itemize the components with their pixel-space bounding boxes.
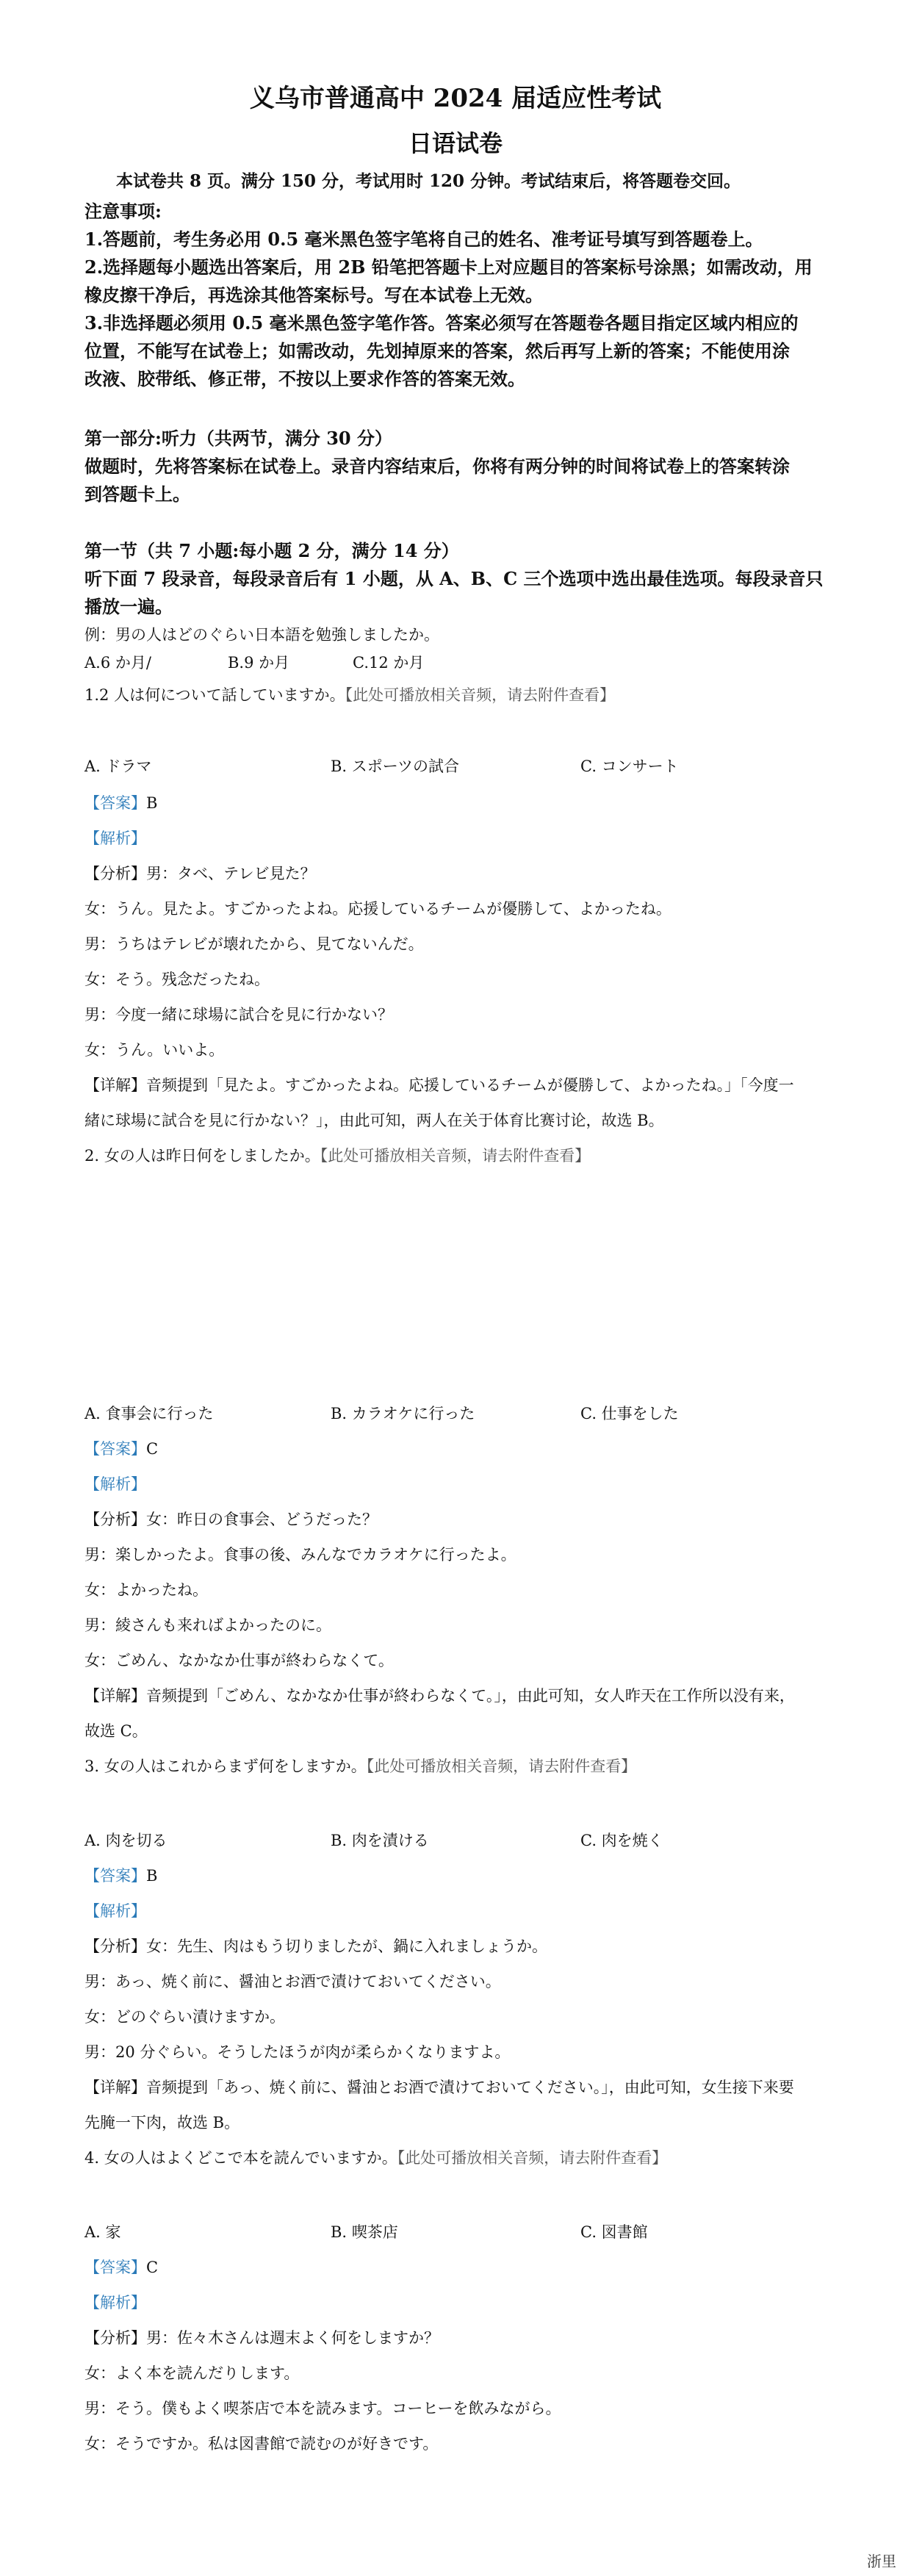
option-c: C. 肉を焼く (580, 1832, 663, 1849)
dialogue-line: 女：そう。残念だったね。 (84, 971, 270, 988)
dialogue-line: 男：そう。僕もよく喫茶店で本を読みます。コーヒーを飲みながら。 (84, 2400, 561, 2417)
note-line: 位置，不能写在试卷上；如需改动，先划掉原来的答案，然后再写上新的答案；不能使用涂 (84, 340, 790, 361)
answer-value: B (146, 1867, 158, 1885)
dialogue-line: 女：そうですか。私は図書館で読むのが好きです。 (84, 2435, 439, 2453)
analysis-tag: 【解析】 (84, 1902, 146, 1920)
dialogue-line: 【分析】女：昨日の食事会、どうだった？ (84, 1511, 378, 1528)
answer-value: C (146, 1440, 159, 1458)
analysis-tag: 【解析】 (84, 2294, 146, 2311)
audio-note[interactable]: 【此处可播放相关音频，请去附件查看】 (320, 1147, 591, 1165)
section1-desc: 听下面 7 段录音，每段录音后有 1 小题，从 A、B、C 三个选项中选出最佳选项。每段录音只 (84, 568, 824, 589)
answer-tag: 【答案】 (84, 1867, 146, 1885)
option-a: A. 食事会に行った (84, 1405, 214, 1422)
question-text: 4. 女の人はよくどこで本を読んでいますか。 (84, 2149, 397, 2167)
answer-line (84, 791, 157, 813)
question-stem (84, 1144, 590, 1166)
dialogue-line: 女：よく本を読んだりします。 (84, 2364, 300, 2382)
example-question: 例：男の人はどのぐらい日本語を勉強しましたか。 (84, 626, 439, 644)
option-c: C. 図書館 (580, 2223, 648, 2241)
detail-line: 故选 C。 (84, 1722, 148, 1740)
dialogue-line: 男：20 分ぐらい。そうしたほうが肉が柔らかくなりますよ。 (84, 2043, 511, 2061)
example-option: C.12 か月 (353, 654, 425, 672)
answer-tag: 【答案】 (84, 794, 146, 812)
dialogue-line: 女：うん。見たよ。すごかったよね。応援しているチームが優勝して、よかったね。 (84, 900, 671, 918)
example-option: A.6 か月/ (84, 654, 151, 672)
question-text: 2. 女の人は昨日何をしましたか。 (84, 1147, 320, 1165)
exam-subtitle: 日语试卷 (408, 129, 503, 157)
corner-watermark: 浙里 (867, 2552, 896, 2570)
answer-value: B (146, 794, 158, 812)
answer-tag: 【答案】 (84, 1440, 146, 1458)
detail-line: 緒に球場に試合を見に行かない？」，由此可知，两人在关于体育比赛讨论，故选 B。 (84, 1112, 664, 1129)
section1-desc: 播放一遍。 (84, 596, 173, 617)
dialogue-line: 【分析】男：佐々木さんは週末よく何をしますか？ (84, 2329, 439, 2347)
question-stem (84, 683, 615, 705)
option-b: B. 喫茶店 (331, 2223, 398, 2241)
note-line: 3.非选择题必须用 0.5 毫米黑色签字笔作答。答案必须写在答题卷各题目指定区域内相应的 (84, 312, 799, 334)
part1-title: 第一部分:听力（共两节，满分 30 分） (84, 428, 392, 449)
dialogue-line: 女：うん。いいよ。 (84, 1041, 225, 1059)
option-b: B. 肉を漬ける (331, 1832, 429, 1849)
detail-line: 【详解】音频提到「あっ、焼く前に、醤油とお酒で漬けておいてください。」，由此可知，女生接下来要 (84, 2079, 794, 2096)
question-text: 1.2 人は何について話していますか。 (84, 686, 345, 704)
option-a: A. 家 (84, 2223, 121, 2241)
note-line: 2.选择题每小题选出答案后，用 2B 铅笔把答题卡上对应题目的答案标号涂黑；如需改动，用 (84, 256, 813, 278)
example-option: B.9 か月 (228, 654, 290, 672)
analysis-tag: 【解析】 (84, 830, 146, 847)
dialogue-line: 【分析】男：タベ、テレビ見た？ (84, 865, 316, 882)
answer-line (84, 1437, 158, 1459)
question-stem (84, 2146, 667, 2168)
detail-line: 【详解】音频提到「ごめん、なかなか仕事が終わらなくて。」，由此可知，女人昨天在工作所以没有来， (84, 1687, 795, 1705)
dialogue-line: 男：楽しかったよ。食事の後、みんなでカラオケに行ったよ。 (84, 1546, 516, 1564)
part1-desc: 到答题卡上。 (84, 483, 190, 505)
exam-intro: 本试卷共 8 页。满分 150 分，考试用时 120 分钟。考试结束后，将答题卷交回。 (116, 171, 741, 191)
option-b: B. カラオケに行った (331, 1405, 475, 1422)
audio-note[interactable]: 【此处可播放相关音频，请去附件查看】 (397, 2149, 668, 2167)
dialogue-line: 女：ごめん、なかなか仕事が終わらなくて。 (84, 1652, 394, 1669)
exam-title: 义乌市普通高中 2024 届适应性考试 (249, 84, 662, 113)
answer-tag: 【答案】 (84, 2259, 146, 2276)
dialogue-line: 男：今度一緒に球場に試合を見に行かない？ (84, 1006, 393, 1023)
dialogue-line: 男：あっ、焼く前に、醤油とお酒で漬けておいてください。 (84, 1973, 501, 1990)
dialogue-line: 男：綾さんも来ればよかったのに。 (84, 1616, 331, 1634)
note-line: 橡皮擦干净后，再选涂其他答案标号。写在本试卷上无效。 (84, 284, 543, 306)
question-text: 3. 女の人はこれからまず何をしますか。 (84, 1757, 367, 1775)
answer-line (84, 2256, 158, 2278)
audio-note[interactable]: 【此处可播放相关音频，请去附件查看】 (345, 686, 616, 704)
note-line: 1.答题前，考生务必用 0.5 毫米黑色签字笔将自己的姓名、准考证号填写到答题卷上。 (84, 229, 763, 250)
option-a: A. ドラマ (84, 758, 152, 775)
option-c: C. コンサート (580, 758, 679, 775)
dialogue-line: 女：どのぐらい漬けますか。 (84, 2008, 285, 2026)
detail-line: 先腌一下肉，故选 B。 (84, 2114, 240, 2131)
part1-desc: 做题时，先将答案标在试卷上。录音内容结束后，你将有两分钟的时间将试卷上的答案转涂 (84, 456, 790, 477)
detail-line: 【详解】音频提到「見たよ。すごかったよね。応援しているチームが優勝して、よかったね。」「今度一 (84, 1076, 794, 1094)
analysis-tag: 【解析】 (84, 1475, 146, 1493)
dialogue-line: 女：よかったね。 (84, 1581, 208, 1599)
audio-note[interactable]: 【此处可播放相关音频，请去附件查看】 (366, 1757, 637, 1775)
answer-line (84, 1864, 157, 1886)
option-a: A. 肉を切る (84, 1832, 168, 1849)
question-stem (84, 1755, 636, 1777)
answer-value: C (146, 2259, 159, 2276)
dialogue-line: 【分析】女：先生、肉はもう切りましたが、鍋に入れましょうか。 (84, 1938, 547, 1955)
dialogue-line: 男：うちはテレビが壊れたから、見てないんだ。 (84, 935, 424, 953)
section1-title: 第一节（共 7 小题:每小题 2 分，满分 14 分） (84, 540, 459, 561)
note-line: 改液、胶带纸、修正带，不按以上要求作答的答案无效。 (84, 368, 525, 389)
notes-title: 注意事项: (84, 201, 162, 222)
option-b: B. スポーツの試合 (331, 758, 459, 775)
option-c: C. 仕事をした (580, 1405, 679, 1422)
